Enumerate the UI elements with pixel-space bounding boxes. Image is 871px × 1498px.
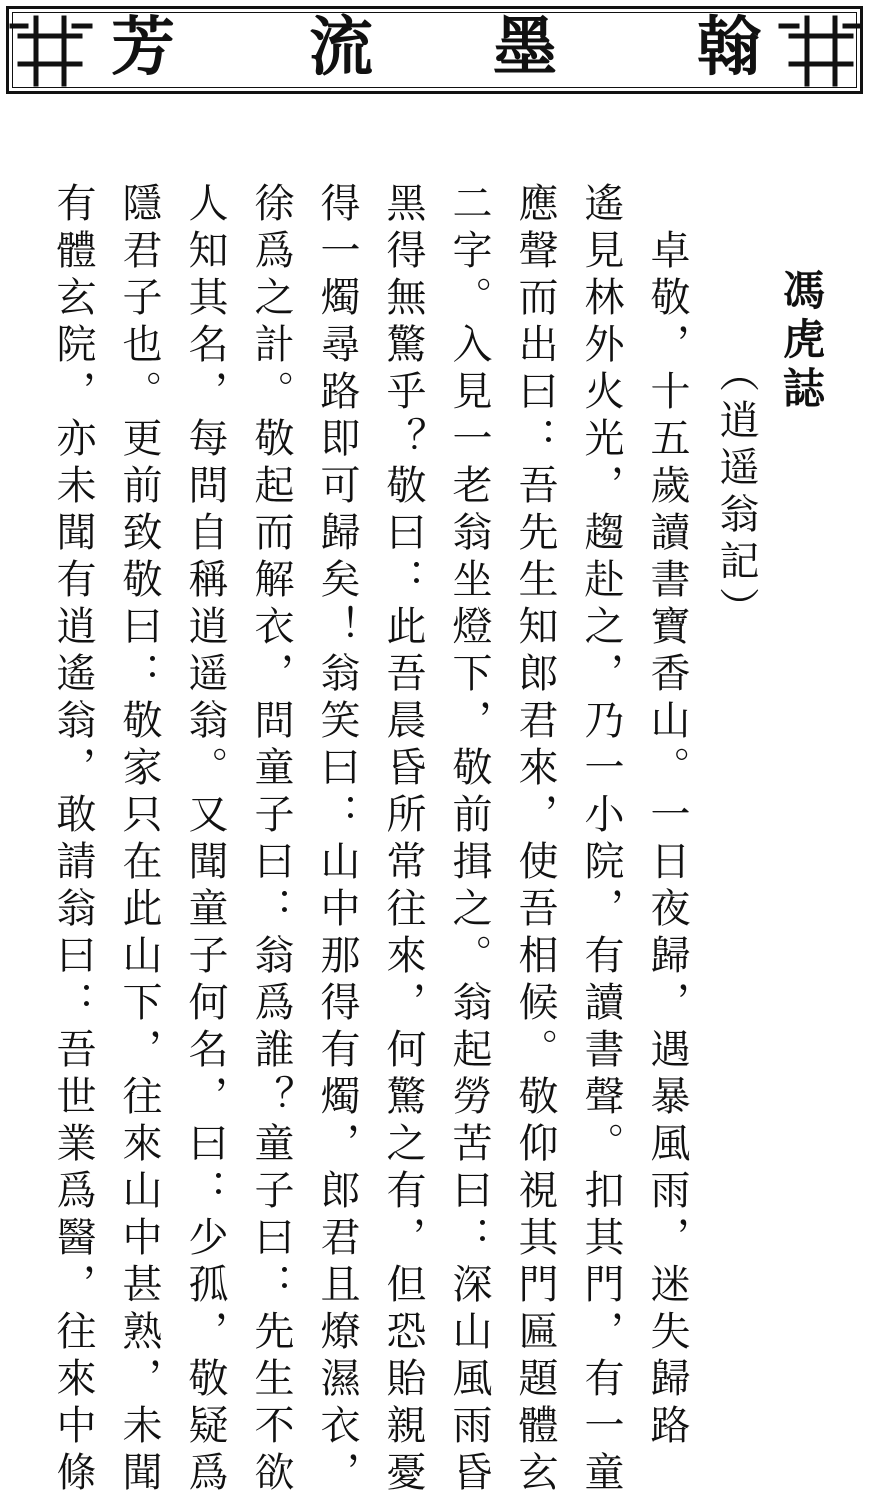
text-column: 應聲而出曰：吾先生知郎君來，使吾相候。敬仰視其門匾題體玄 (512, 182, 558, 1498)
text-column: 二字。入見一老翁坐燈下，敬前揖之。翁起勞苦曰：深山風雨昏 (446, 182, 492, 1498)
text-column: 得一燭尋路即可歸矣！翁笑曰：山中那得有燭，郎君且燎濕衣， (314, 182, 360, 1498)
text-column: 隱君子也。更前致敬曰：敬家只在此山下，往來山中甚熟，未聞 (116, 182, 162, 1498)
banner-char-3: 流 (309, 10, 373, 85)
text-column: 有體玄院，亦未聞有逍遙翁，敢請翁曰：吾世業爲醫，往來中條 (50, 182, 96, 1498)
text-column: 遙見林外火光，趨赴之，乃一小院，有讀書聲。扣其門，有一童 (578, 182, 624, 1498)
article-subtitle: （逍遥翁記） (713, 352, 759, 634)
banner-char-2: 墨 (493, 10, 557, 85)
text-column: 徐爲之計。敬起而解衣，問童子曰：翁爲誰？童子曰：先生不欲 (248, 182, 294, 1498)
author-line: 馮虎誌 (777, 268, 826, 415)
banner-char-1: 翰 (697, 10, 761, 85)
text-column: 人知其名，每問自稱逍遥翁。又聞童子何名，曰：少孤，敬疑爲 (182, 182, 228, 1498)
banner-char-4: 芳 (111, 10, 175, 85)
text-column: 卓敬，十五歲讀書寶香山。一日夜歸，遇暴風雨，迷失歸路 (644, 182, 690, 1451)
text-column: 黑得無驚乎？敬曰：此吾晨昏所常往來，何驚之有，但恐貽親憂 (380, 182, 426, 1498)
